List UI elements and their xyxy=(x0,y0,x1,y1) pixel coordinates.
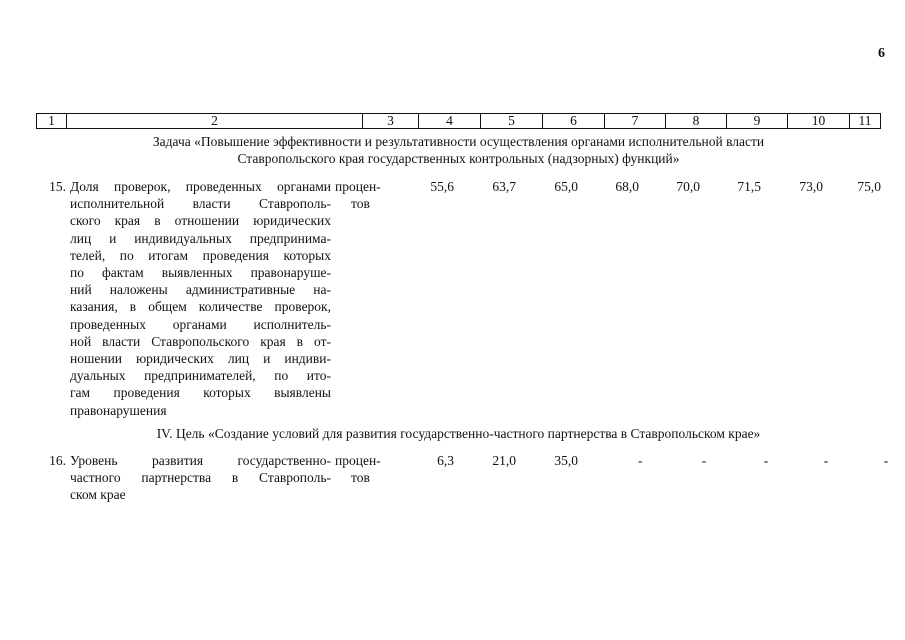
value-col-6: 65,0 xyxy=(554,179,578,194)
value-col-7: - xyxy=(638,453,643,468)
indicator-name-line: частного партнерства в Ставрополь- xyxy=(70,470,331,486)
value-col-4: 55,6 xyxy=(430,179,454,194)
value-col-8: - xyxy=(701,453,707,468)
unit-of-measure xyxy=(335,178,393,212)
value-col-9: - xyxy=(763,453,769,468)
indicator-name-line: ского края в отношении юридических xyxy=(70,213,331,229)
indicator-name-line: лиц и индивидуальных предпринима- xyxy=(70,230,331,246)
column-number-9: 9 xyxy=(727,114,788,128)
indicator-name xyxy=(70,452,331,504)
row-number: 15. xyxy=(49,179,66,194)
task-heading-line-1: Задача «Повышение эффективности и результативности осуществления органами исполнительной власти xyxy=(152,134,765,149)
column-number-8: 8 xyxy=(666,114,727,128)
column-number-header xyxy=(36,113,881,129)
indicator-name-line: ношении юридических лиц и индиви- xyxy=(70,351,331,367)
value-col-11: - xyxy=(883,453,889,468)
column-number-5: 5 xyxy=(481,114,543,128)
indicator-name-line: Уровень развития государственно- xyxy=(70,453,331,468)
indicator-name-line: ском крае xyxy=(70,487,126,503)
indicator-name-line: дуальных предпринимателей, по ито- xyxy=(70,368,331,384)
task-heading xyxy=(36,133,881,167)
indicator-name-line: телей, по итогам проведения которых xyxy=(70,247,331,263)
indicator-name-line: казания, в общем количестве проверок, xyxy=(70,299,331,315)
value-col-8: 70,0 xyxy=(676,179,700,194)
row-number: 16. xyxy=(49,453,66,468)
column-number-6: 6 xyxy=(543,114,605,128)
column-number-4: 4 xyxy=(419,114,481,128)
value-col-10: - xyxy=(823,453,829,468)
column-number-7: 7 xyxy=(605,114,666,128)
indicator-name-line: Доля проверок, проведенных органами xyxy=(70,179,331,194)
goal-heading: IV. Цель «Создание условий для развития государственно-частного партнерства в Ставропольском крае» xyxy=(156,426,761,441)
column-number-11: 11 xyxy=(858,113,872,128)
unit-line-2: тов xyxy=(351,196,370,212)
value-col-5: 21,0 xyxy=(492,453,516,468)
value-col-7: 68,0 xyxy=(615,179,639,194)
indicator-name xyxy=(70,178,331,419)
column-number-3: 3 xyxy=(363,114,419,128)
unit-line-1: процен- xyxy=(335,179,381,194)
task-heading-line-2: Ставропольского края государственных контрольных (надзорных) функций» xyxy=(237,151,680,166)
unit-line-2: тов xyxy=(351,470,370,486)
indicator-name-line: ной власти Ставропольского края в от- xyxy=(70,333,331,349)
column-number-2: 2 xyxy=(67,114,363,128)
value-col-4: 6,3 xyxy=(437,453,454,468)
column-number-10: 10 xyxy=(788,114,850,128)
indicator-name-line: исполнительной власти Ставрополь- xyxy=(70,196,331,212)
indicator-name-line: правонарушения xyxy=(70,402,167,418)
indicator-name-line: по фактам выявленных правонаруше- xyxy=(70,265,331,281)
indicator-name-line: ний наложены административные на- xyxy=(70,282,331,298)
page-number: 6 xyxy=(878,46,885,61)
indicator-name-line: гам проведения которых выявлены xyxy=(70,385,331,401)
unit-line-1: процен- xyxy=(335,453,381,468)
column-number-1: 1 xyxy=(37,114,67,128)
unit-of-measure xyxy=(335,452,393,486)
value-col-10: 73,0 xyxy=(799,179,823,194)
value-col-11: 75,0 xyxy=(857,179,881,194)
indicator-name-line: проведенных органами исполнитель- xyxy=(70,316,331,332)
value-col-6: 35,0 xyxy=(554,453,578,468)
value-col-5: 63,7 xyxy=(492,179,516,194)
value-col-9: 71,5 xyxy=(737,179,761,194)
